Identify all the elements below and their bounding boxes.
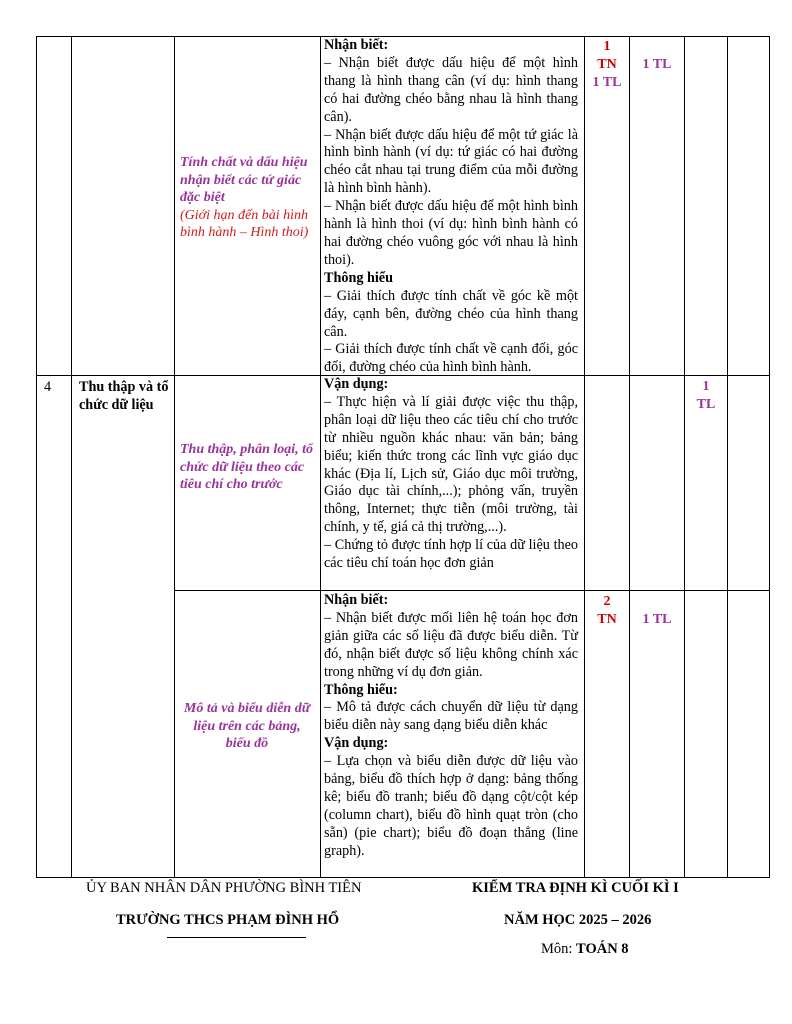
content-paragraph: – Chứng tỏ được tính hợp lí của dữ liệu theo các tiêu chí toán học đơn giản	[324, 537, 578, 572]
content-heading: Vận dụng:	[324, 735, 389, 752]
footer-authority: ỦY BAN NHÂN DÂN PHƯỜNG BÌNH TIÊN	[86, 880, 362, 896]
footer-exam-title: KIỂM TRA ĐỊNH KÌ CUỐI KÌ I	[472, 880, 679, 896]
mark-vd-data-collection	[685, 378, 727, 414]
content-cell-data-representation	[324, 592, 578, 861]
content-heading: Nhận biết:	[324, 37, 389, 53]
mark-line: TN	[597, 612, 617, 627]
row-divider	[174, 590, 770, 591]
mark-nb-quadrilaterals	[585, 38, 629, 92]
table-border-left	[36, 36, 37, 877]
table-border-bottom	[36, 877, 770, 878]
mark-line: TL	[696, 397, 716, 412]
topic-cell-data-collection: Thu thập, phân loại, tổ chức dữ liệu theo các tiêu chí cho trước	[180, 442, 314, 492]
mark-line: TN	[597, 57, 617, 72]
footer-school: TRƯỜNG THCS PHẠM ĐÌNH HỔ	[116, 912, 340, 928]
mark-th-quadrilaterals: 1 TL	[642, 57, 672, 72]
table-border-right	[769, 36, 770, 877]
content-heading: Thông hiểu	[324, 269, 393, 286]
column-divider	[320, 36, 321, 877]
subject-name: TOÁN 8	[576, 941, 629, 957]
chapter-title: Thu thập và tổ chức dữ liệu	[79, 379, 169, 413]
column-divider	[71, 36, 72, 877]
column-divider	[727, 36, 728, 877]
content-heading: Thông hiểu:	[324, 681, 398, 698]
content-paragraph: – Giải thích được tính chất về cạnh đối, góc đối, đường chéo của hình bình hành.	[324, 341, 578, 376]
content-paragraph: – Thực hiện và lí giải được việc thu thập, phân loại dữ liệu theo các tiêu chí cho trước từ nhiều nguồn khác nhau: văn bản; bảng biểu; kiến thức trong các lĩnh vực giáo dục khác (Địa lí, Lịch sử, Giáo dục môi trường, Giáo dục tài chính,...); phỏng vấn, truyền thông, Internet; thực tiễn (môi trường, tài chính, y tế, giá cả thị trường,...).	[324, 393, 578, 536]
content-paragraph: – Mô tả được cách chuyển dữ liệu từ dạng biểu diễn này sang dạng biểu diễn khác	[324, 699, 578, 734]
row-index: 4	[44, 379, 52, 395]
column-divider	[684, 36, 685, 877]
content-heading: Nhận biết:	[324, 592, 389, 608]
content-heading: Vận dụng:	[324, 376, 389, 392]
subject-label: Môn:	[541, 941, 573, 957]
content-paragraph: – Giải thích được tính chất về góc kề một đáy, cạnh bên, đường chéo của hình thang cân.	[324, 287, 578, 340]
content-paragraph: – Nhận biết được mối liên hệ toán học đơn giản giữa các số liệu đã được biểu diễn. Từ đó, nhận biết được số liệu không chính xác trong những ví dụ đơn giản.	[324, 609, 578, 680]
topic-cell-quadrilaterals	[180, 154, 314, 242]
topic-note: (Giới hạn đến bài hình bình hành – Hình thoi)	[180, 207, 309, 240]
mark-th-data-representation: 1 TL	[642, 612, 672, 627]
footer-school-year: NĂM HỌC 2025 – 2026	[504, 912, 652, 928]
mark-line: 1	[702, 379, 710, 394]
column-divider	[174, 36, 175, 877]
topic-title: Tính chất và dấu hiệu nhận biết các tứ giác đặc biệt	[180, 155, 308, 205]
column-divider	[629, 36, 630, 877]
content-paragraph: – Nhận biết được dấu hiệu để một hình thang là hình thang cân (ví dụ: hình thang có hai đường chéo bằng nhau là hình thang cân).	[324, 54, 578, 125]
topic-cell-data-representation: Mô tả và biểu diễn dữ liệu trên các bảng, biểu đồ	[183, 701, 311, 751]
column-divider	[584, 36, 585, 877]
mark-line: 2	[603, 594, 611, 609]
footer-subject	[541, 941, 629, 958]
content-cell-quadrilaterals	[324, 37, 578, 377]
content-paragraph: – Nhận biết được dấu hiệu để một tứ giác là hình bình hành (ví dụ: tứ giác có hai đường chéo cắt nhau tại trung điểm của mỗi đường là hình bình hành).	[324, 126, 578, 197]
mark-line: 1	[603, 39, 611, 54]
content-paragraph: – Nhận biết được dấu hiệu để một hình bình hành là hình thoi (ví dụ: hình bình hành có hai đường chéo vuông góc với nhau là hình thoi).	[324, 198, 578, 268]
content-cell-data-collection	[324, 376, 578, 573]
content-paragraph: – Lựa chọn và biểu diễn được dữ liệu vào bảng, biểu đồ thích hợp ở dạng: bảng thống kê; biểu đồ tranh; biểu đồ dạng cột/cột kép (column chart), biểu đồ hình quạt tròn (cho sẵn) (pie chart); biểu đồ đoạn thẳng (line graph).	[324, 753, 578, 859]
footer-underline	[167, 937, 306, 938]
mark-line: 1 TL	[592, 75, 622, 90]
mark-nb-data-representation	[585, 593, 629, 629]
